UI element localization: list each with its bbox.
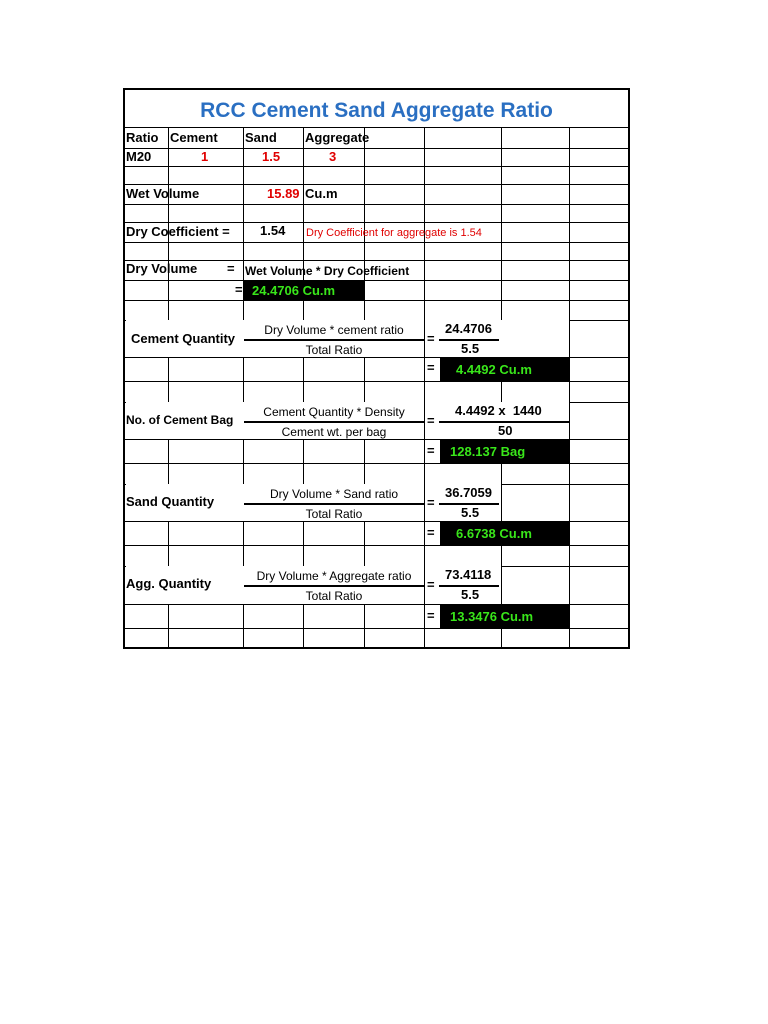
agg-quantity-num-value: 73.4118 [445, 567, 492, 582]
sand-quantity-denominator: Total Ratio [305, 507, 363, 521]
dry-volume-result-eq: = [235, 282, 243, 297]
grid-line [125, 242, 628, 243]
cement-bag-denominator: Cement wt. per bag [281, 425, 387, 439]
header-aggregate: Aggregate [305, 130, 370, 145]
header-sand: Sand [245, 130, 277, 145]
agg-quantity-result-eq: = [427, 608, 435, 623]
cement-bag-result: 128.137 Bag [440, 440, 569, 463]
sand-quantity-result: 6.6738 Cu.m [440, 522, 569, 545]
spreadsheet-sheet [123, 88, 630, 649]
cement-quantity-label: Cement Quantity [131, 331, 236, 346]
wet-volume-unit: Cu.m [305, 186, 338, 201]
grid-line [501, 128, 502, 649]
grid-line [125, 628, 628, 629]
grid-line [125, 545, 628, 546]
wet-volume-label: Wet Volume [126, 186, 200, 201]
dry-volume-result: 24.4706 Cu.m [244, 281, 364, 300]
sheet-title: RCC Cement Sand Aggregate Ratio [125, 90, 628, 128]
sand-quantity-numerator: Dry Volume * Sand ratio [269, 487, 399, 501]
mix-cement-value: 1 [201, 149, 209, 164]
grid-line [125, 204, 628, 205]
grid-line [569, 128, 570, 649]
sand-quantity-label: Sand Quantity [126, 494, 215, 509]
sand-quantity-result-eq: = [427, 525, 435, 540]
grid-line [125, 260, 628, 261]
mix-aggregate-value: 3 [329, 149, 337, 164]
cement-quantity-result-eq: = [427, 360, 435, 375]
fraction-bar [244, 585, 424, 587]
dry-coefficient-value: 1.54 [260, 223, 286, 238]
agg-quantity-denominator: Total Ratio [305, 589, 363, 603]
dry-volume-label: Dry Volume [126, 261, 198, 276]
grid-line [125, 280, 628, 281]
cement-quantity-num-value: 24.4706 [445, 321, 492, 336]
agg-quantity-result: 13.3476 Cu.m [440, 605, 569, 628]
cement-bag-numerator: Cement Quantity * Density [263, 405, 405, 419]
grid-line [125, 300, 628, 301]
grid-line [125, 184, 628, 185]
cement-quantity-numerator: Dry Volume * cement ratio [264, 323, 404, 337]
mix-sand-value: 1.5 [262, 149, 281, 164]
cell-grid [125, 128, 628, 649]
sand-quantity-eq: = [427, 495, 435, 510]
cement-bag-eq: = [427, 413, 435, 428]
cement-quantity-result: 4.4492 Cu.m [440, 358, 569, 381]
fraction-bar [244, 503, 424, 505]
header-ratio: Ratio [126, 130, 159, 145]
cement-bag-result-eq: = [427, 443, 435, 458]
cement-bag-den-value: 50 [498, 423, 513, 438]
sand-quantity-num-value: 36.7059 [445, 485, 492, 500]
dry-coefficient-label: Dry Coefficient = [126, 224, 230, 239]
fraction-bar [244, 421, 424, 423]
agg-quantity-eq: = [427, 577, 435, 592]
wet-volume-value: 15.89 [267, 186, 300, 201]
mix-grade: M20 [126, 149, 152, 164]
dry-volume-eq: = [227, 261, 235, 276]
grid-line [125, 222, 628, 223]
cement-quantity-denominator: Total Ratio [305, 343, 363, 357]
cement-quantity-eq: = [427, 331, 435, 346]
agg-quantity-label: Agg. Quantity [126, 576, 212, 591]
fraction-bar [244, 339, 424, 341]
agg-quantity-numerator: Dry Volume * Aggregate ratio [256, 569, 412, 583]
header-cement: Cement [170, 130, 218, 145]
cement-bag-num-value: 4.4492 x 1440 [455, 403, 542, 418]
dry-coefficient-note: Dry Coefficient for aggregate is 1.54 [306, 227, 482, 239]
cement-bag-label: No. of Cement Bag [126, 413, 234, 427]
grid-line [125, 463, 628, 464]
cement-quantity-den-value: 5.5 [461, 341, 480, 356]
grid-line [125, 381, 628, 382]
grid-line [125, 166, 628, 167]
agg-quantity-den-value: 5.5 [461, 587, 480, 602]
sand-quantity-den-value: 5.5 [461, 505, 480, 520]
dry-volume-formula: Wet Volume * Dry Coefficient [245, 264, 410, 278]
